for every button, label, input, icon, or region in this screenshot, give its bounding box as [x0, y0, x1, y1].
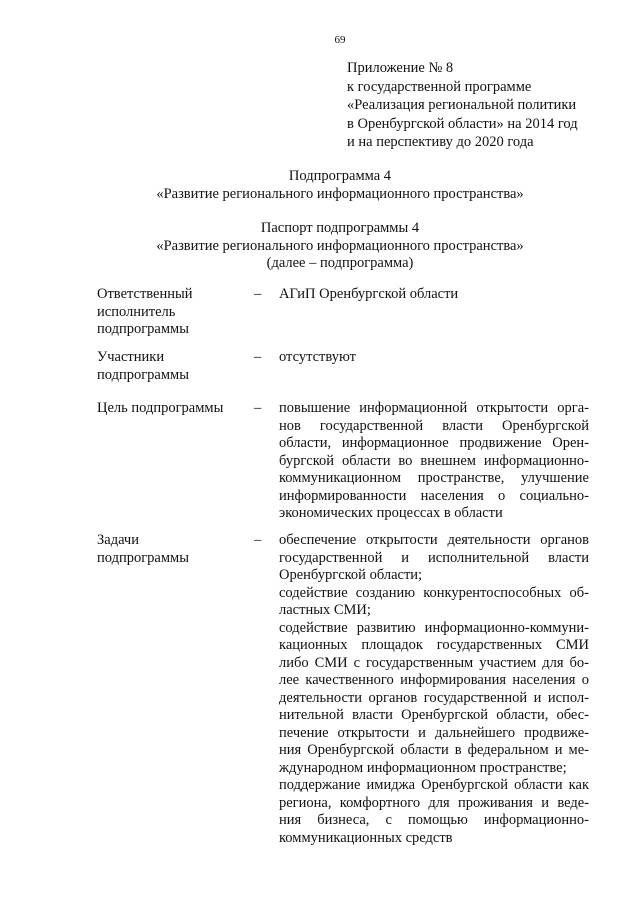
- passport-row-participants: [97, 349, 589, 400]
- row-value-line: АГиП Оренбургской области: [279, 286, 459, 302]
- row-label-line: Цель подпрограммы: [97, 400, 224, 416]
- row-value-line: нов государственной власти Оренбургской: [279, 417, 589, 434]
- row-value-line: ждународном информационном пространстве;: [279, 759, 567, 776]
- row-label: [97, 286, 237, 339]
- row-label-line: подпрограммы: [97, 321, 189, 337]
- row-label: [97, 400, 237, 418]
- row-value-line: содействие развитию информационно-коммуни-: [279, 619, 589, 636]
- row-value: [279, 349, 589, 367]
- subprogram-title-line: Подпрограмма 4: [288, 168, 392, 184]
- passport-title: [0, 220, 640, 273]
- row-value-line: государственной и исполнительной власти: [279, 549, 589, 566]
- row-value-line: печение открытости и дальнейшего продвиже-: [279, 724, 589, 741]
- row-value-line: обеспечение открытости деятельности органов: [279, 532, 589, 548]
- row-value-line: лее качественного информирования населения о: [279, 672, 589, 688]
- row-value-line: поддержание имиджа Оренбургской области как: [279, 777, 589, 793]
- appendix-line: к государственной программе: [347, 78, 532, 95]
- passport-title-line: «Развитие регионального информационного пространства»: [156, 237, 524, 254]
- row-value-line: Оренбургской области;: [279, 567, 423, 583]
- row-value-line: области, информационное продвижение Орен-: [279, 435, 589, 451]
- passport-row-executor: [97, 286, 589, 349]
- row-value-line: повышение информационной открытости орга-: [279, 400, 589, 416]
- appendix-line: Приложение № 8: [347, 60, 454, 76]
- row-label-line: Ответственный: [97, 286, 193, 302]
- row-label: [97, 532, 237, 567]
- row-value-line: коммуникационных средств: [279, 829, 453, 846]
- row-value-line: региона, комфортного для проживания и веде-: [279, 794, 589, 811]
- page-number: 69: [334, 34, 346, 46]
- row-value-line: отсутствуют: [279, 349, 356, 365]
- appendix-note: [347, 59, 617, 152]
- row-value-line: ния бизнеса, с помощью информационно-: [279, 812, 589, 828]
- row-label-line: Участники: [97, 349, 165, 365]
- row-value: [279, 400, 589, 523]
- row-label-line: исполнитель: [97, 303, 176, 320]
- row-value-line: деятельности органов государственной и испол-: [279, 689, 589, 706]
- row-value-line: кационных площадок государственных СМИ: [279, 637, 589, 653]
- row-dash: –: [254, 286, 262, 302]
- row-value-line: экономических процессах в области: [279, 505, 503, 521]
- appendix-line: в Оренбургской области» на 2014 год: [347, 115, 578, 132]
- row-value-line: информированности населения о социально-: [279, 487, 589, 504]
- passport-table: [97, 286, 589, 847]
- passport-title-line: (далее – подпрограмма): [266, 255, 414, 271]
- row-value: [279, 286, 589, 304]
- row-value-line: нительной власти Оренбургской области, обес-: [279, 707, 589, 723]
- row-label: [97, 349, 237, 384]
- row-value-line: бургской области во внешнем информационно-: [279, 452, 589, 469]
- row-label-line: подпрограммы: [97, 366, 189, 383]
- row-value-line: ния Оренбургской области в федеральном и ме-: [279, 742, 589, 758]
- passport-row-tasks: [97, 532, 589, 847]
- subprogram-title: [0, 168, 640, 203]
- row-value: [279, 532, 589, 847]
- passport-title-line: Паспорт подпрограммы 4: [260, 220, 420, 236]
- row-value-line: коммуникационном пространстве, улучшение: [279, 470, 589, 486]
- row-value-line: ластных СМИ;: [279, 602, 371, 618]
- row-label-line: Задачи: [97, 532, 139, 548]
- passport-row-goal: [97, 400, 589, 532]
- row-value-line: либо СМИ с государственным участием для бо-: [279, 654, 589, 671]
- row-label-line: подпрограммы: [97, 549, 189, 566]
- appendix-line: и на перспективу до 2020 года: [347, 134, 534, 150]
- row-dash: –: [254, 349, 262, 365]
- subprogram-title-line: «Развитие регионального информационного пространства»: [156, 185, 524, 202]
- appendix-line: «Реализация региональной политики: [347, 97, 577, 113]
- row-dash: –: [254, 400, 262, 416]
- row-dash: –: [254, 532, 262, 548]
- row-value-line: содействие созданию конкурентоспособных об-: [279, 584, 589, 601]
